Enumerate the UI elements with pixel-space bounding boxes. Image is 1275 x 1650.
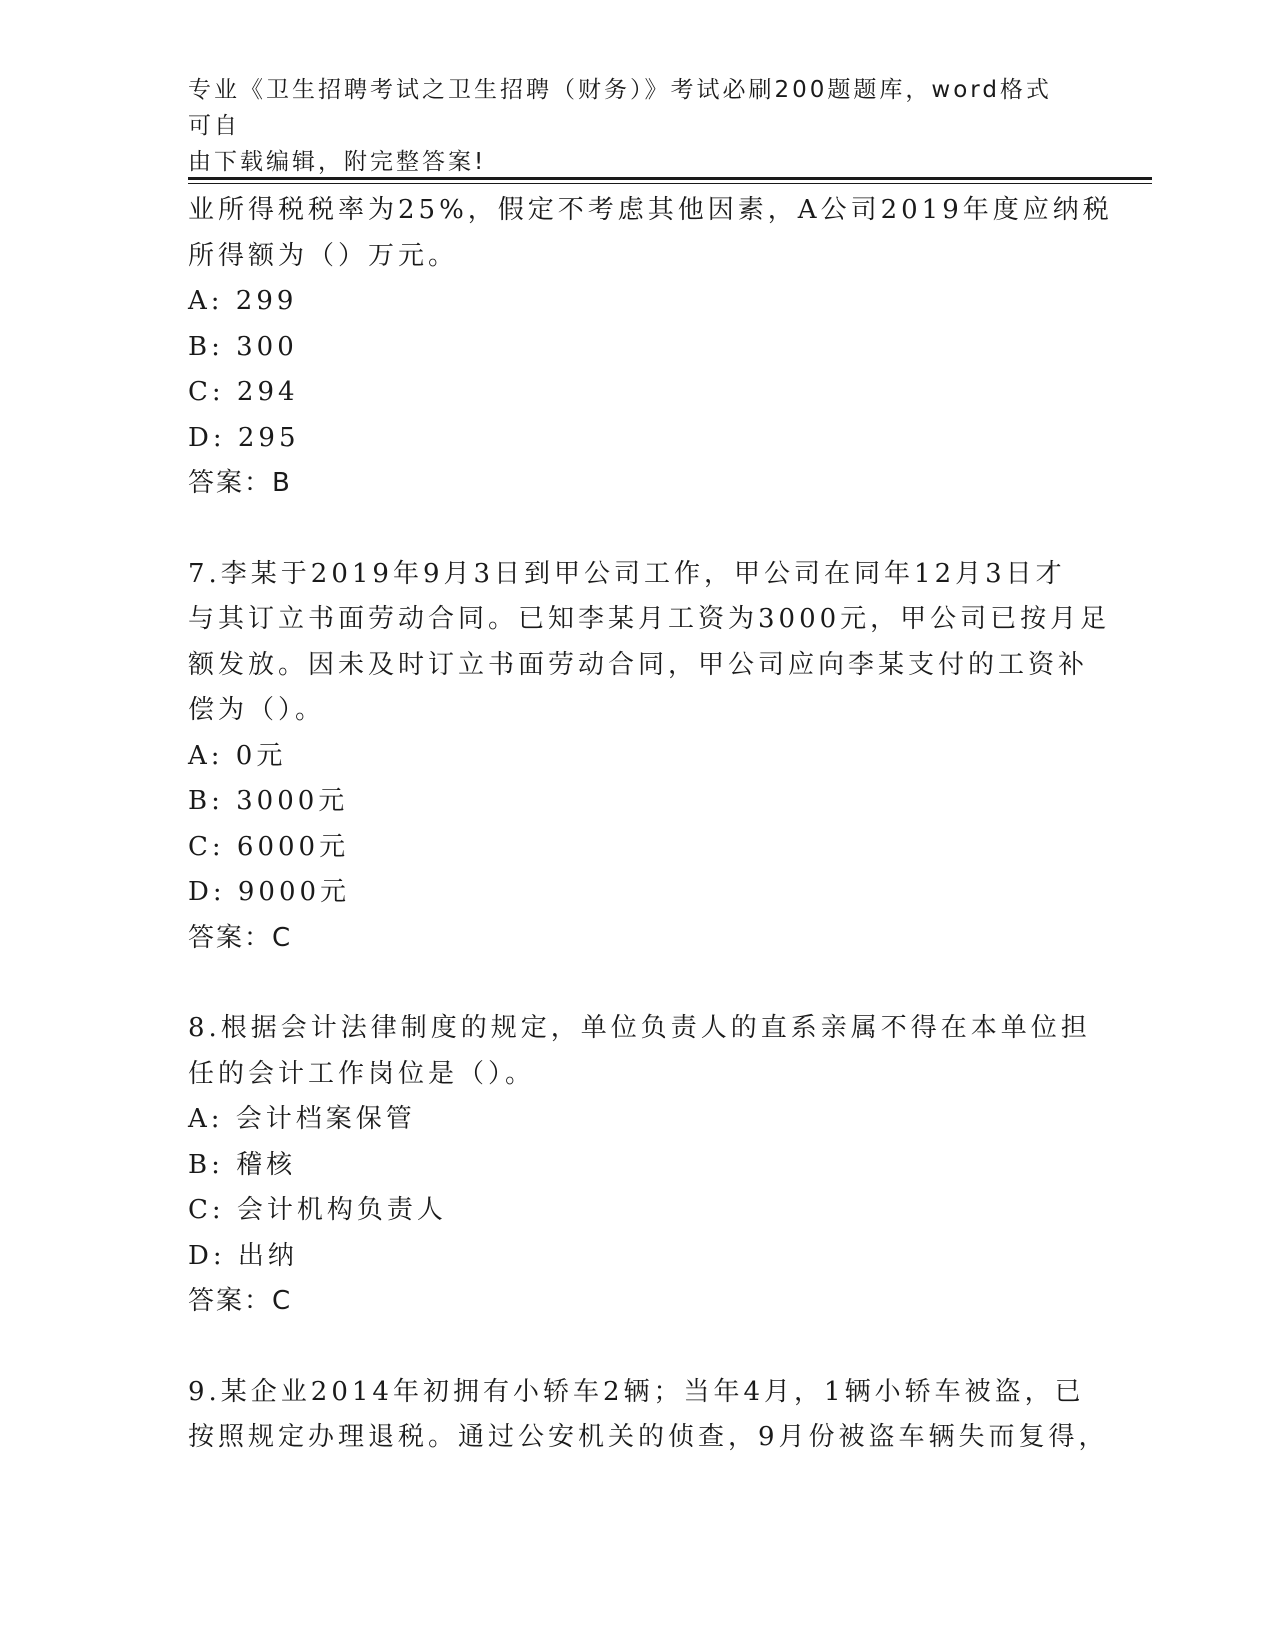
header-rule-thin bbox=[188, 183, 1152, 184]
question-stem-line: 与其订立书面劳动合同。已知李某月工资为3000元，甲公司已按月足 bbox=[188, 604, 1111, 634]
question-stem-line: 按照规定办理退税。通过公安机关的侦查，9月份被盗车辆失而复得， bbox=[188, 1422, 1109, 1452]
question-content bbox=[188, 188, 1113, 1461]
question-stem-line: 额发放。因未及时订立书面劳动合同，甲公司应向李某支付的工资补 bbox=[188, 649, 1089, 680]
answer-label: 答案：C bbox=[188, 922, 293, 953]
question-stem-line: 所得额为（）万元。 bbox=[188, 240, 459, 271]
option-d: D: 出纳 bbox=[188, 1240, 298, 1271]
header-rule-thick bbox=[188, 177, 1152, 180]
option-a: A: 会计档案保管 bbox=[188, 1104, 416, 1134]
header-line-1: 专业《卫生招聘考试之卫生招聘（财务）》考试必刷200题题库，word格式可自 bbox=[188, 77, 1052, 139]
question-gap bbox=[188, 507, 1088, 552]
question-stem-line: 8.根据会计法律制度的规定，单位负责人的直系亲属不得在本单位担 bbox=[188, 1013, 1091, 1043]
document-header bbox=[188, 72, 1068, 180]
question-gap bbox=[188, 1325, 1088, 1370]
option-b: B: 300 bbox=[188, 331, 298, 362]
option-d: D: 295 bbox=[188, 422, 300, 453]
option-a: A: 299 bbox=[188, 286, 298, 316]
question-stem-line: 业所得税税率为25%，假定不考虑其他因素，A公司2019年度应纳税 bbox=[188, 195, 1113, 225]
option-b: B: 3000元 bbox=[188, 786, 349, 816]
question-7 bbox=[188, 552, 1111, 962]
answer-label: 答案：B bbox=[188, 468, 292, 498]
question-gap bbox=[188, 961, 1088, 1006]
answer-label: 答案：C bbox=[188, 1286, 293, 1316]
question-stem-line: 任的会计工作岗位是（）。 bbox=[188, 1058, 536, 1089]
header-line-2: 由下载编辑，附完整答案! bbox=[188, 149, 487, 175]
question-6 bbox=[188, 188, 1113, 507]
question-stem-line: 偿为（）。 bbox=[188, 695, 326, 725]
option-a: A: 0元 bbox=[188, 740, 287, 771]
question-9 bbox=[188, 1370, 1109, 1461]
option-d: D: 9000元 bbox=[188, 877, 351, 907]
option-c: C: 会计机构负责人 bbox=[188, 1195, 447, 1225]
option-b: B: 稽核 bbox=[188, 1149, 297, 1180]
option-c: C: 294 bbox=[188, 377, 299, 407]
question-stem-line: 9.某企业2014年初拥有小轿车2辆；当年4月，1辆小轿车被盗，已 bbox=[188, 1376, 1085, 1407]
option-c: C: 6000元 bbox=[188, 831, 350, 862]
question-stem-line: 7.李某于2019年9月3日到甲公司工作，甲公司在同年12月3日才 bbox=[188, 558, 1066, 589]
question-8 bbox=[188, 1006, 1091, 1325]
